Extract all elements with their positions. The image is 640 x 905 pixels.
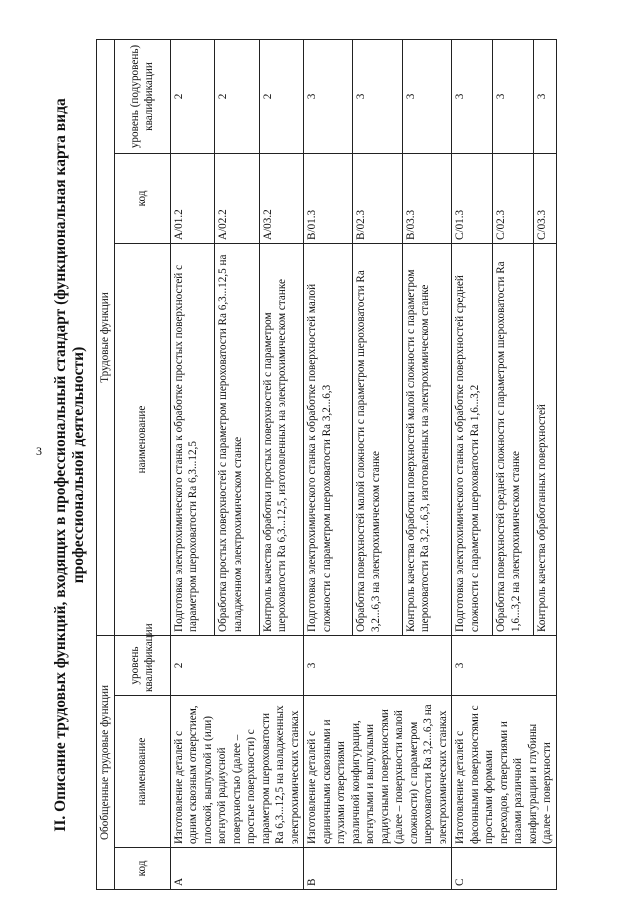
header-code: код [114, 848, 170, 890]
header-name: наименование [114, 696, 170, 848]
function-level: 3 [304, 40, 353, 154]
group-level: 3 [304, 636, 452, 696]
function-level: 3 [452, 40, 493, 154]
table-row [170, 40, 215, 890]
function-code: B/01.3 [304, 154, 353, 244]
function-name: Обработка простых поверхностей с параметром шероховатости Ra 6,3...12,5 на наладженном электрохимическом станке [215, 244, 260, 636]
function-code: A/03.2 [259, 154, 304, 244]
group-name: Изготовление деталей с фасонными поверхностями с простыми формами переходов, отверстиями и пазами различной конфигурации и глубины (далее – поверхности [452, 696, 557, 848]
function-level: 3 [402, 40, 451, 154]
header-function-code: код [114, 154, 170, 244]
group-code: B [304, 848, 452, 890]
header-function-name: наименование [114, 244, 170, 636]
page-number: 3 [36, 444, 42, 458]
group-name: Изготовление деталей с одним сквозным отверстием, плоской, выпуклой и (или) вогнутой радиусной поверхностью (далее – простые поверхности) с параметром шероховатости Ra 6,3...12,5 на наладженных электрохимических станках [170, 696, 304, 848]
title-line-2: профессиональной деятельности) [70, 346, 87, 584]
rotated-content [52, 40, 617, 890]
function-code: A/01.2 [170, 154, 215, 244]
function-code: C/01.3 [452, 154, 493, 244]
function-code: B/02.3 [353, 154, 402, 244]
function-name: Обработка поверхностей средней сложности с параметром шероховатости Ra 1,6...3,2 на электрохимическом станке [493, 244, 534, 636]
function-level: 3 [353, 40, 402, 154]
group-code: A [170, 848, 304, 890]
function-name: Контроль качества обработки простых поверхностей с параметром шероховатости Ra 6,3...12,5, изготовленных на электрохимическом станке [259, 244, 304, 636]
function-name: Контроль качества обработки поверхностей малой сложности с параметром шероховатости Ra 3,2...6,3, изготовленных на электрохимическом станке [402, 244, 451, 636]
section-title [52, 40, 96, 890]
function-name: Подготовка электрохимического станка к обработке поверхностей средней сложности с параметром шероховатости Ra 1,6...3,2 [452, 244, 493, 636]
function-name: Подготовка электрохимического станка к обработке поверхностей малой сложности с параметром шероховатости Ra 3,2...6,3 [304, 244, 353, 636]
function-level: 2 [259, 40, 304, 154]
function-code: B/03.3 [402, 154, 451, 244]
header-generalized: Обобщенные трудовые функции [97, 636, 115, 890]
function-name: Обработка поверхностей малой сложности с параметром шероховатости Ra 3,2...6,3 на электрохимическом станке [353, 244, 402, 636]
function-code: C/03.3 [534, 154, 556, 244]
header-labor: Трудовые функции [97, 40, 115, 636]
group-level: 2 [170, 636, 304, 696]
table-row [304, 40, 353, 890]
header-row-2 [114, 40, 170, 890]
function-name: Контроль качества обработанных поверхностей [534, 244, 556, 636]
header-row-1 [97, 40, 115, 890]
header-sublevel: уровень (подуровень) квалификации [114, 40, 170, 154]
group-name: Изготовление деталей с единичными сквозными и глухими отверстиями различной конфигурации, вогнутыми и выпуклыми радиусными поверхностями (далее – поверхности малой сложности) с параметром шероховатости Ra 3,2...6,3 на электрохимических станках [304, 696, 452, 848]
function-level: 3 [493, 40, 534, 154]
function-level: 3 [534, 40, 556, 154]
function-level: 2 [215, 40, 260, 154]
function-code: C/02.3 [493, 154, 534, 244]
header-level: уровень квалификации [114, 636, 170, 696]
functional-map-table [96, 39, 557, 890]
function-level: 2 [170, 40, 215, 154]
title-line-1: II. Описание трудовых функций, входящих в профессиональный стандарт (функциональная карта вида [52, 98, 69, 832]
function-code: A/02.2 [215, 154, 260, 244]
group-code: C [452, 848, 557, 890]
table-row [452, 40, 493, 890]
group-level: 3 [452, 636, 557, 696]
function-name: Подготовка электрохимического станка к обработке простых поверхностей с параметром шероховатости Ra 6,3...12,5 [170, 244, 215, 636]
